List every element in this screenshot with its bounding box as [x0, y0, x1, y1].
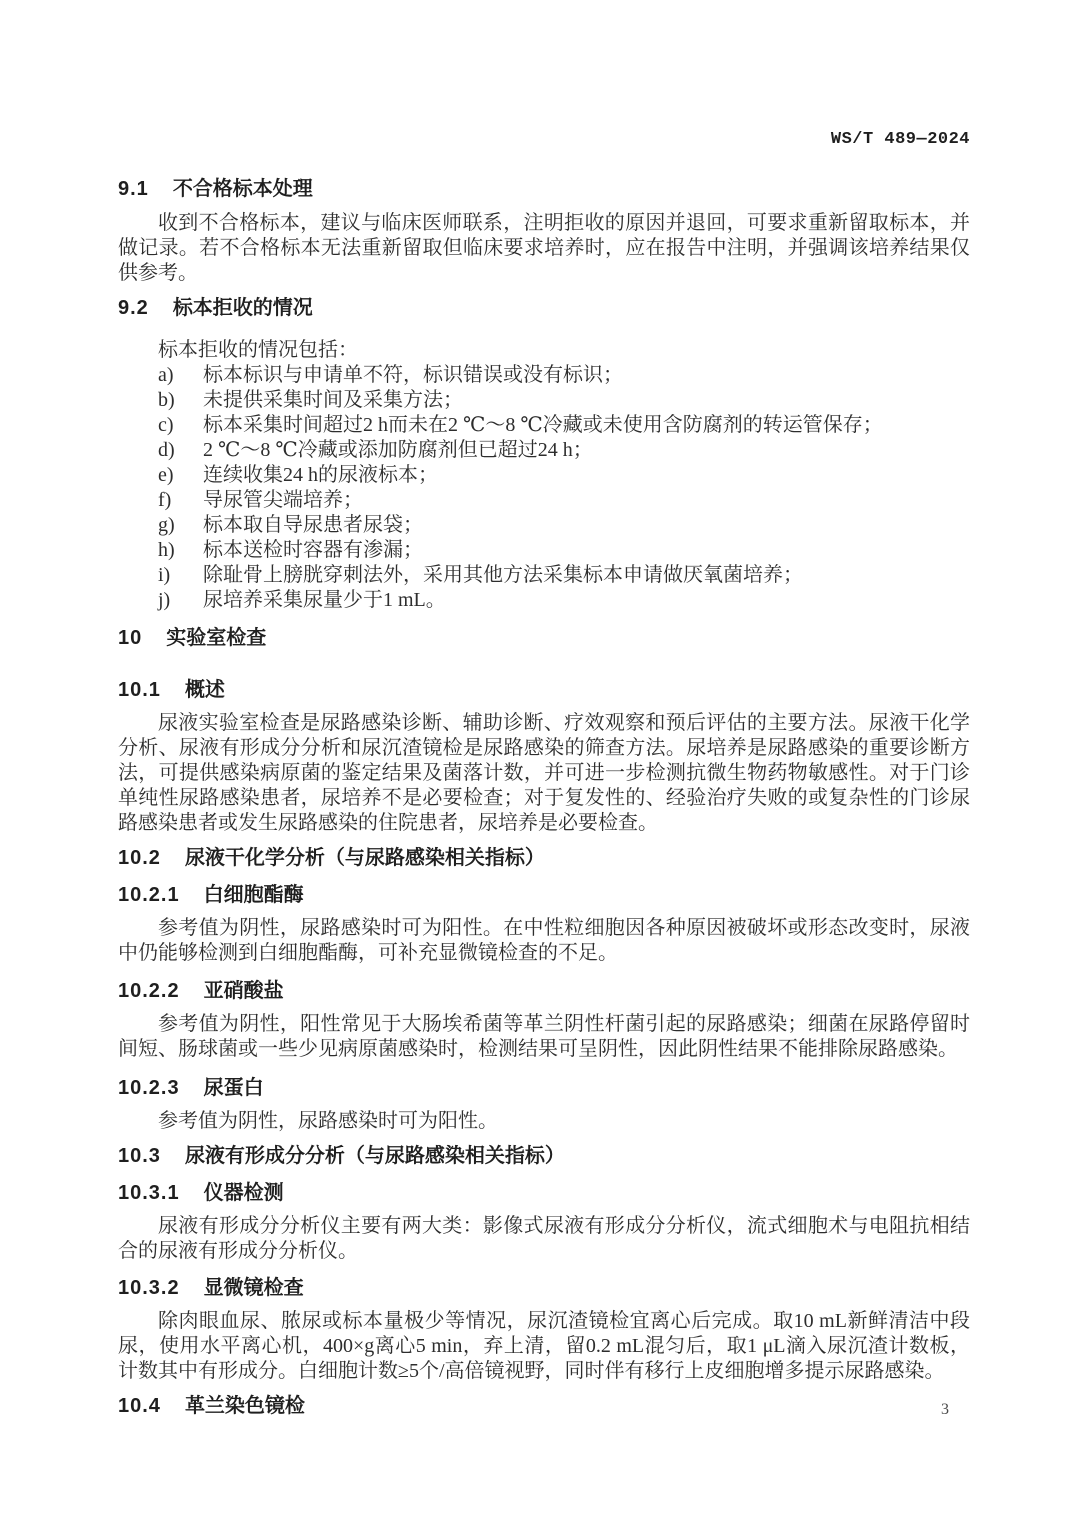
section-title: 标本拒收的情况 — [172, 297, 313, 319]
section-number: 10.4 — [118, 1395, 161, 1417]
section-number: 10.2.2 — [118, 980, 180, 1002]
chapter-heading-10 — [118, 625, 970, 652]
item-text: 标本采集时间超过2 h而未在2 ℃～8 ℃冷藏或未使用含防腐剂的转运管保存； — [203, 414, 883, 436]
section-number: 10.2.3 — [118, 1077, 180, 1099]
section-number: 10.2.1 — [118, 884, 180, 906]
list-item — [118, 463, 970, 488]
section-number: 9.1 — [118, 178, 149, 200]
item-text: 连续收集24 h的尿液标本； — [203, 464, 438, 486]
item-label: h) — [158, 539, 175, 561]
section-title: 仪器检测 — [203, 1182, 284, 1204]
list-item — [118, 363, 970, 388]
list-item — [118, 538, 970, 563]
section-heading-10-4 — [118, 1393, 970, 1420]
list-intro: 标本拒收的情况包括： — [158, 339, 358, 361]
section-title: 白细胞酯酶 — [203, 884, 304, 906]
section-title: 尿液有形成分分析（与尿路感染相关指标） — [184, 1145, 565, 1167]
list-item — [118, 588, 970, 613]
section-number: 9.2 — [118, 297, 149, 319]
paragraph-9-1: 收到不合格标本，建议与临床医师联系，注明拒收的原因并退回，可要求重新留取标本，并做记录。若不合格标本无法重新留取但临床要求培养时，应在报告中注明，并强调该培养结果仅供参考。 — [118, 212, 970, 284]
paragraph-10-2-2: 参考值为阴性，阳性常见于大肠埃希菌等革兰阴性杆菌引起的尿路感染；细菌在尿路停留时间短、肠球菌或一些少见病原菌感染时，检测结果可呈阴性，因此阴性结果不能排除尿路感染。 — [118, 1013, 970, 1060]
item-label: f) — [158, 489, 172, 511]
paragraph-10-1: 尿液实验室检查是尿路感染诊断、辅助诊断、疗效观察和预后评估的主要方法。尿液干化学分析、尿液有形成分分析和尿沉渣镜检是尿路感染的筛查方法。尿培养是尿路感染的重要诊断方法，可提供感染病原菌的鉴定结果及菌落计数，并可进一步检测抗微生物药物敏感性。对于门诊单纯性尿路感染患者，尿培养不是必要检查；对于复发性的、经验治疗失败的或复杂性的门诊尿路感染患者或发生尿路感染的住院患者，尿培养是必要检查。 — [118, 712, 970, 834]
paragraph-10-2-1: 参考值为阴性，尿路感染时可为阳性。在中性粒细胞因各种原因被破坏或形态改变时，尿液中仍能够检测到白细胞酯酶，可补充显微镜检查的不足。 — [118, 917, 970, 964]
item-label: e) — [158, 464, 174, 486]
paragraph-10-3-2: 除肉眼血尿、脓尿或标本量极少等情况，尿沉渣镜检宜离心后完成。取10 mL新鲜清洁中段尿，使用水平离心机，400×g离心5 min，弃上清，留0.2 mL混匀后，取1 μL滴入尿沉渣计数板，计数其中有形成分。白细胞计数≥5个/高倍镜视野，同时伴有移行上皮细胞增多提示尿路感染。 — [118, 1310, 970, 1382]
section-heading-10-3-2 — [118, 1275, 970, 1302]
section-heading-10-1 — [118, 677, 970, 704]
list-item — [118, 513, 970, 538]
page-number: 3 — [941, 1401, 949, 1418]
section-title: 实验室检查 — [166, 627, 267, 649]
rejection-criteria-list — [118, 363, 970, 613]
section-number: 10.3.2 — [118, 1277, 180, 1299]
section-title: 亚硝酸盐 — [203, 980, 284, 1002]
section-title: 革兰染色镜检 — [184, 1395, 305, 1417]
section-title: 不合格标本处理 — [172, 178, 313, 200]
section-title: 概述 — [184, 679, 225, 701]
section-heading-10-3-1 — [118, 1180, 970, 1207]
item-text: 除耻骨上膀胱穿刺法外，采用其他方法采集标本申请做厌氧菌培养； — [203, 564, 803, 586]
section-number: 10.3 — [118, 1145, 161, 1167]
section-heading-10-2-3 — [118, 1075, 970, 1102]
section-number: 10 — [118, 627, 143, 649]
item-label: a) — [158, 364, 174, 386]
item-label: g) — [158, 514, 175, 536]
section-title: 显微镜检查 — [203, 1277, 304, 1299]
section-heading-9-2 — [118, 295, 970, 322]
item-text: 标本标识与申请单不符，标识错误或没有标识； — [203, 364, 623, 386]
section-heading-10-3 — [118, 1143, 970, 1170]
section-heading-10-2 — [118, 845, 970, 872]
item-label: i) — [158, 564, 171, 586]
section-number: 10.2 — [118, 847, 161, 869]
section-heading-10-2-1 — [118, 882, 970, 909]
list-item — [118, 488, 970, 513]
section-title: 尿液干化学分析（与尿路感染相关指标） — [184, 847, 545, 869]
section-title: 尿蛋白 — [203, 1077, 264, 1099]
list-item — [118, 413, 970, 438]
item-text: 2 ℃～8 ℃冷藏或添加防腐剂但已超过24 h； — [203, 439, 593, 461]
section-heading-9-1 — [118, 176, 970, 203]
item-text: 标本送检时容器有渗漏； — [203, 539, 423, 561]
section-heading-10-2-2 — [118, 978, 970, 1005]
item-text: 标本取自导尿患者尿袋； — [203, 514, 423, 536]
standard-code-header: WS/T 489—2024 — [830, 130, 970, 149]
item-text: 未提供采集时间及采集方法； — [203, 389, 463, 411]
section-number: 10.1 — [118, 679, 161, 701]
paragraph-10-2-3: 参考值为阴性，尿路感染时可为阳性。 — [158, 1110, 498, 1132]
item-label: c) — [158, 414, 174, 436]
item-label: d) — [158, 439, 175, 461]
item-text: 尿培养采集尿量少于1 mL。 — [203, 589, 446, 611]
item-label: b) — [158, 389, 175, 411]
list-item — [118, 438, 970, 463]
item-text: 导尿管尖端培养； — [203, 489, 363, 511]
section-number: 10.3.1 — [118, 1182, 180, 1204]
item-label: j) — [158, 589, 171, 611]
paragraph-10-3-1: 尿液有形成分分析仪主要有两大类：影像式尿液有形成分分析仪，流式细胞术与电阻抗相结合的尿液有形成分分析仪。 — [118, 1215, 970, 1262]
list-item — [118, 563, 970, 588]
list-item — [118, 388, 970, 413]
